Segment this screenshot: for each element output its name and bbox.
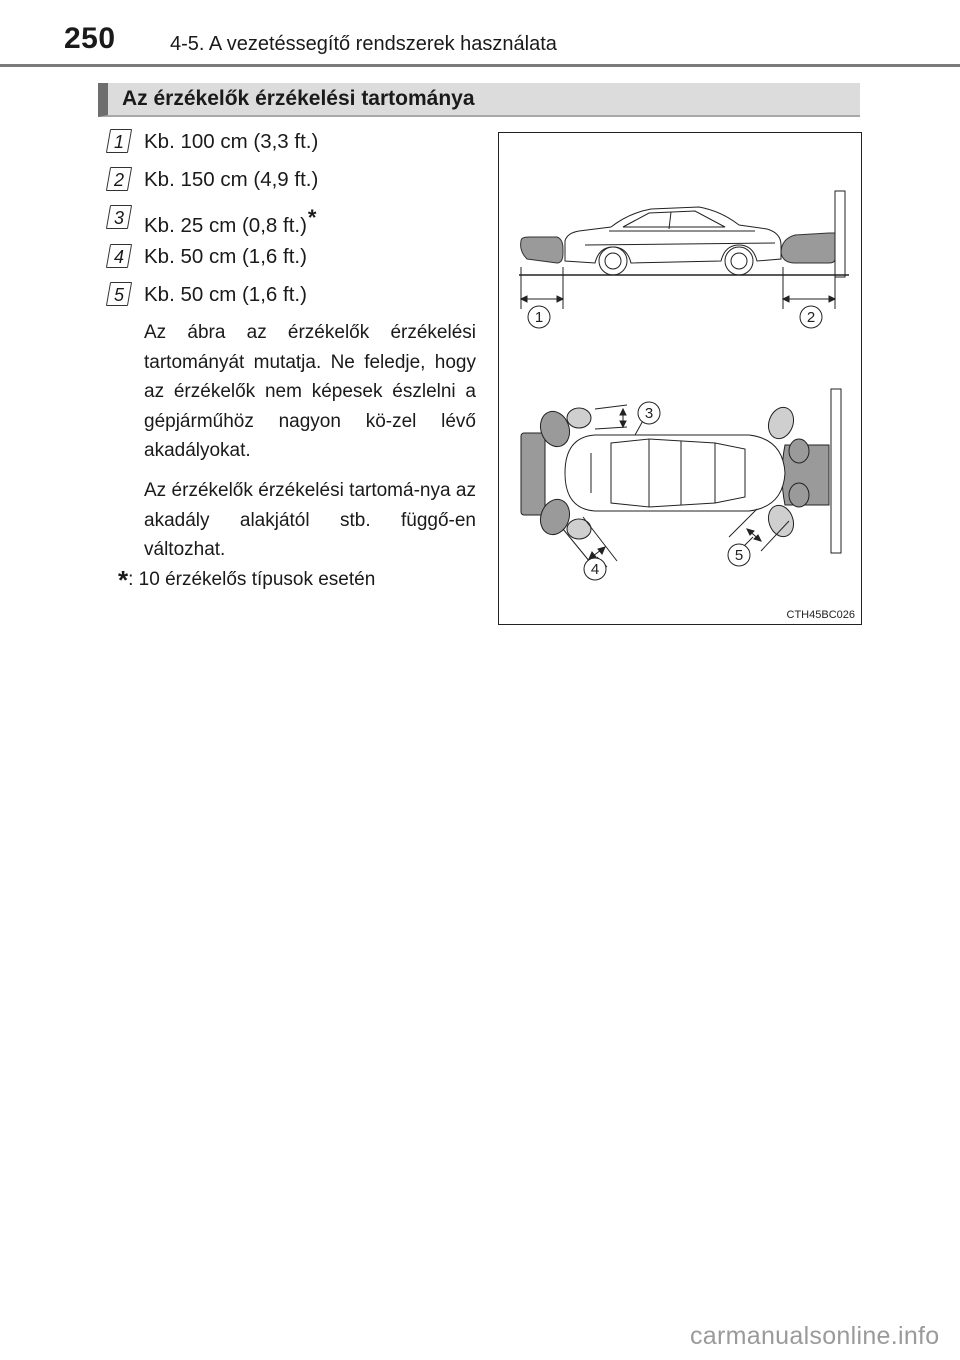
item-label: Kb. 50 cm (1,6 ft.): [144, 283, 307, 306]
callout-label: 3: [644, 405, 654, 422]
callout-label: 5: [734, 547, 744, 564]
item-text: [144, 203, 316, 241]
item-number-badge: 5: [106, 282, 132, 308]
front-left-corner-zone: [764, 404, 797, 442]
item-label: Kb. 50 cm (1,6 ft.): [144, 245, 307, 268]
site-watermark[interactable]: carmanualsonline.info: [690, 1322, 940, 1350]
footnote-star: *: [118, 565, 129, 595]
rear-wheel: [599, 247, 627, 275]
description-paragraph: Az érzékelők érzékelési tartomá-nya az akadály alakjától stb. függő-en változhat.: [144, 480, 476, 560]
item-text: [144, 165, 318, 195]
section-title: Az érzékelők érzékelési tartománya: [122, 87, 475, 110]
car-top-body: [565, 435, 785, 511]
callout-label: 1: [534, 309, 544, 326]
item-label: Kb. 150 cm (4,9 ft.): [144, 168, 319, 191]
item-number-badge: 2: [106, 167, 132, 193]
page-number: 250: [64, 22, 116, 55]
item-number-badge: 1: [106, 129, 132, 155]
rear-wall-top: [521, 433, 545, 515]
callout-5: [728, 544, 750, 566]
figure-code: CTH45BC026: [786, 609, 855, 621]
callout-2: [800, 306, 822, 328]
header-rule: [0, 64, 960, 67]
item-text: [144, 127, 318, 157]
footnote-text: : 10 érzékelős típusok esetén: [128, 569, 376, 590]
callout-1: [528, 306, 550, 328]
front-right-corner-zone: [764, 502, 797, 540]
item-text: [144, 280, 307, 310]
front-wheel: [725, 247, 753, 275]
footnote: [118, 566, 375, 594]
callout-3: [638, 402, 660, 424]
item-text: [144, 242, 307, 272]
item-number-badge: 4: [106, 244, 132, 270]
section-heading-bar: [98, 83, 860, 117]
description-paragraph: Az ábra az érzékelők érzékelési tartományát mutatja. Ne feledje, hogy az érzékelők nem képesek észlelni a gépjárműhöz nagyon kö-zel lévő akadályokat.: [144, 322, 476, 461]
front-wall-obstacle-top: [831, 389, 841, 553]
wall-obstacle: [835, 191, 845, 277]
item-number-badge: 3: [106, 205, 132, 231]
chapter-title: 4-5. A vezetéssegítő rendszerek használata: [170, 33, 557, 55]
front-detection-zone: [781, 233, 835, 263]
item-label: Kb. 25 cm (0,8 ft.): [144, 214, 307, 237]
rear-detection-zone: [521, 237, 563, 263]
callout-4: [584, 558, 606, 580]
sensor-range-illustration: [499, 133, 861, 624]
footnote-mark: *: [307, 205, 317, 230]
sensor-range-figure: [498, 132, 862, 625]
callout-label: 2: [806, 309, 816, 326]
callout-label: 4: [590, 561, 600, 578]
item-label: Kb. 100 cm (3,3 ft.): [144, 130, 319, 153]
